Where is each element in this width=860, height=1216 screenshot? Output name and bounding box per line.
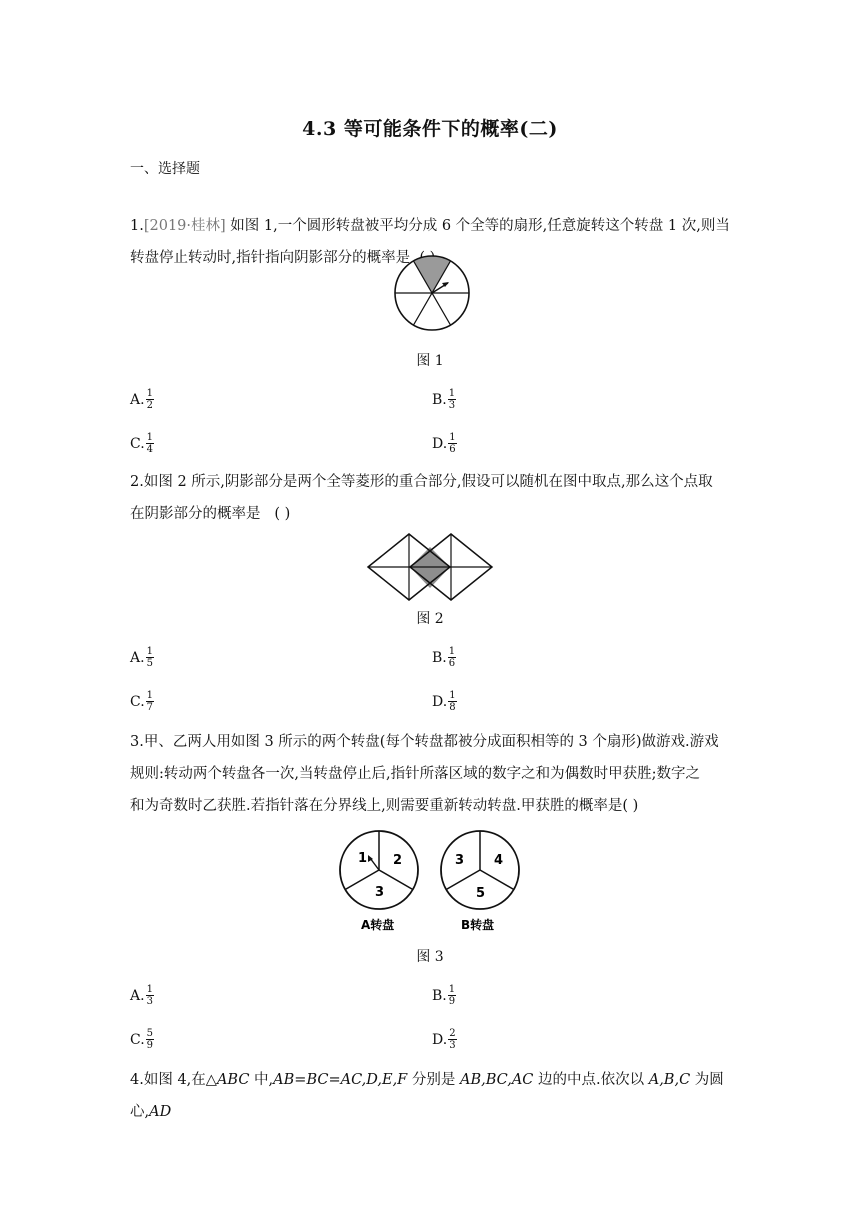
q1-option-a[interactable]: A. $\frac{1}{2}$ — [130, 388, 153, 411]
question-3-line3: 和为奇数时乙获胜.若指针落在分界线上,则需要重新转动转盘.甲获胜的概率是( ) — [130, 798, 639, 814]
spinner-shaded-sector — [414, 256, 451, 293]
question-3-line1: 3.甲、乙两人用如图 3 所示的两个转盘(每个转盘都被分成面积相等的 3 个扇形)做游戏.游戏 — [130, 734, 719, 750]
q1-option-c[interactable]: C. $\frac{1}{4}$ — [130, 432, 154, 455]
question-1-source: [2019·桂林] — [143, 218, 226, 234]
q1-option-b[interactable]: B. $\frac{1}{3}$ — [432, 388, 456, 411]
q2-option-c[interactable]: C. $\frac{1}{7}$ — [130, 690, 154, 713]
spinner-b-number-3: 3 — [455, 853, 465, 868]
question-2-line2: 在阴影部分的概率是 ( ) — [130, 506, 291, 522]
q3-option-d[interactable]: D. $\frac{2}{3}$ — [432, 1028, 456, 1051]
spinner-a-number-2: 2 — [393, 853, 403, 868]
q3-option-b[interactable]: B. $\frac{1}{9}$ — [432, 984, 456, 1007]
spinner-b — [441, 831, 519, 932]
figure-3-caption: 图 3 — [416, 949, 444, 965]
question-2 — [130, 466, 740, 530]
page-title: 4.3 等可能条件下的概率(二) — [302, 118, 558, 140]
question-3-line2: 规则:转动两个转盘各一次,当转盘停止后,指针所落区域的数字之和为偶数时甲获胜;数字之 — [130, 766, 700, 782]
q1-option-d[interactable]: D. $\frac{1}{6}$ — [432, 432, 456, 455]
figure-2-rhombuses — [365, 533, 495, 603]
question-4-line1: 4.如图 4,在△ABC 中,AB=BC=AC,D,E,F 分别是 AB,BC,AC 边的中点.依次以 A,B,C 为圆心,AD — [130, 1072, 724, 1120]
figure-3-spinners — [330, 828, 530, 938]
q2-option-a[interactable]: A. $\frac{1}{5}$ — [130, 646, 153, 669]
figure-1-caption: 图 1 — [416, 353, 444, 369]
question-4 — [130, 1064, 750, 1128]
spinner-a-number-3: 3 — [375, 885, 385, 900]
q2-option-b[interactable]: B. $\frac{1}{6}$ — [432, 646, 456, 669]
q3-option-a[interactable]: A. $\frac{1}{3}$ — [130, 984, 153, 1007]
spinner-a-label: A转盘 — [361, 918, 395, 932]
q2-option-d[interactable]: D. $\frac{1}{8}$ — [432, 690, 456, 713]
spinner-a — [340, 831, 418, 932]
spinner-a-number-1: 1 — [358, 851, 368, 866]
question-3 — [130, 726, 740, 822]
spinner-b-number-4: 4 — [494, 853, 504, 868]
question-1-line2: 转盘停止转动时,指针指向阴影部分的概率是 — [130, 250, 411, 266]
question-2-line1: 2.如图 2 所示,阴影部分是两个全等菱形的重合部分,假设可以随机在图中取点,那么这个点取 — [130, 474, 713, 490]
section-heading: 一、选择题 — [130, 161, 200, 177]
q3-option-c[interactable]: C. $\frac{5}{9}$ — [130, 1028, 154, 1051]
figure-2-caption: 图 2 — [416, 611, 444, 627]
figure-1-spinner — [390, 255, 474, 333]
question-1-line1: 1.[2019·桂林] 如图 1,一个圆形转盘被平均分成 6 个全等的扇形,任意旋转这个转盘 1 次,则当 — [130, 218, 730, 234]
spinner-b-label: B转盘 — [461, 918, 495, 932]
spinner-b-number-5: 5 — [476, 886, 486, 901]
